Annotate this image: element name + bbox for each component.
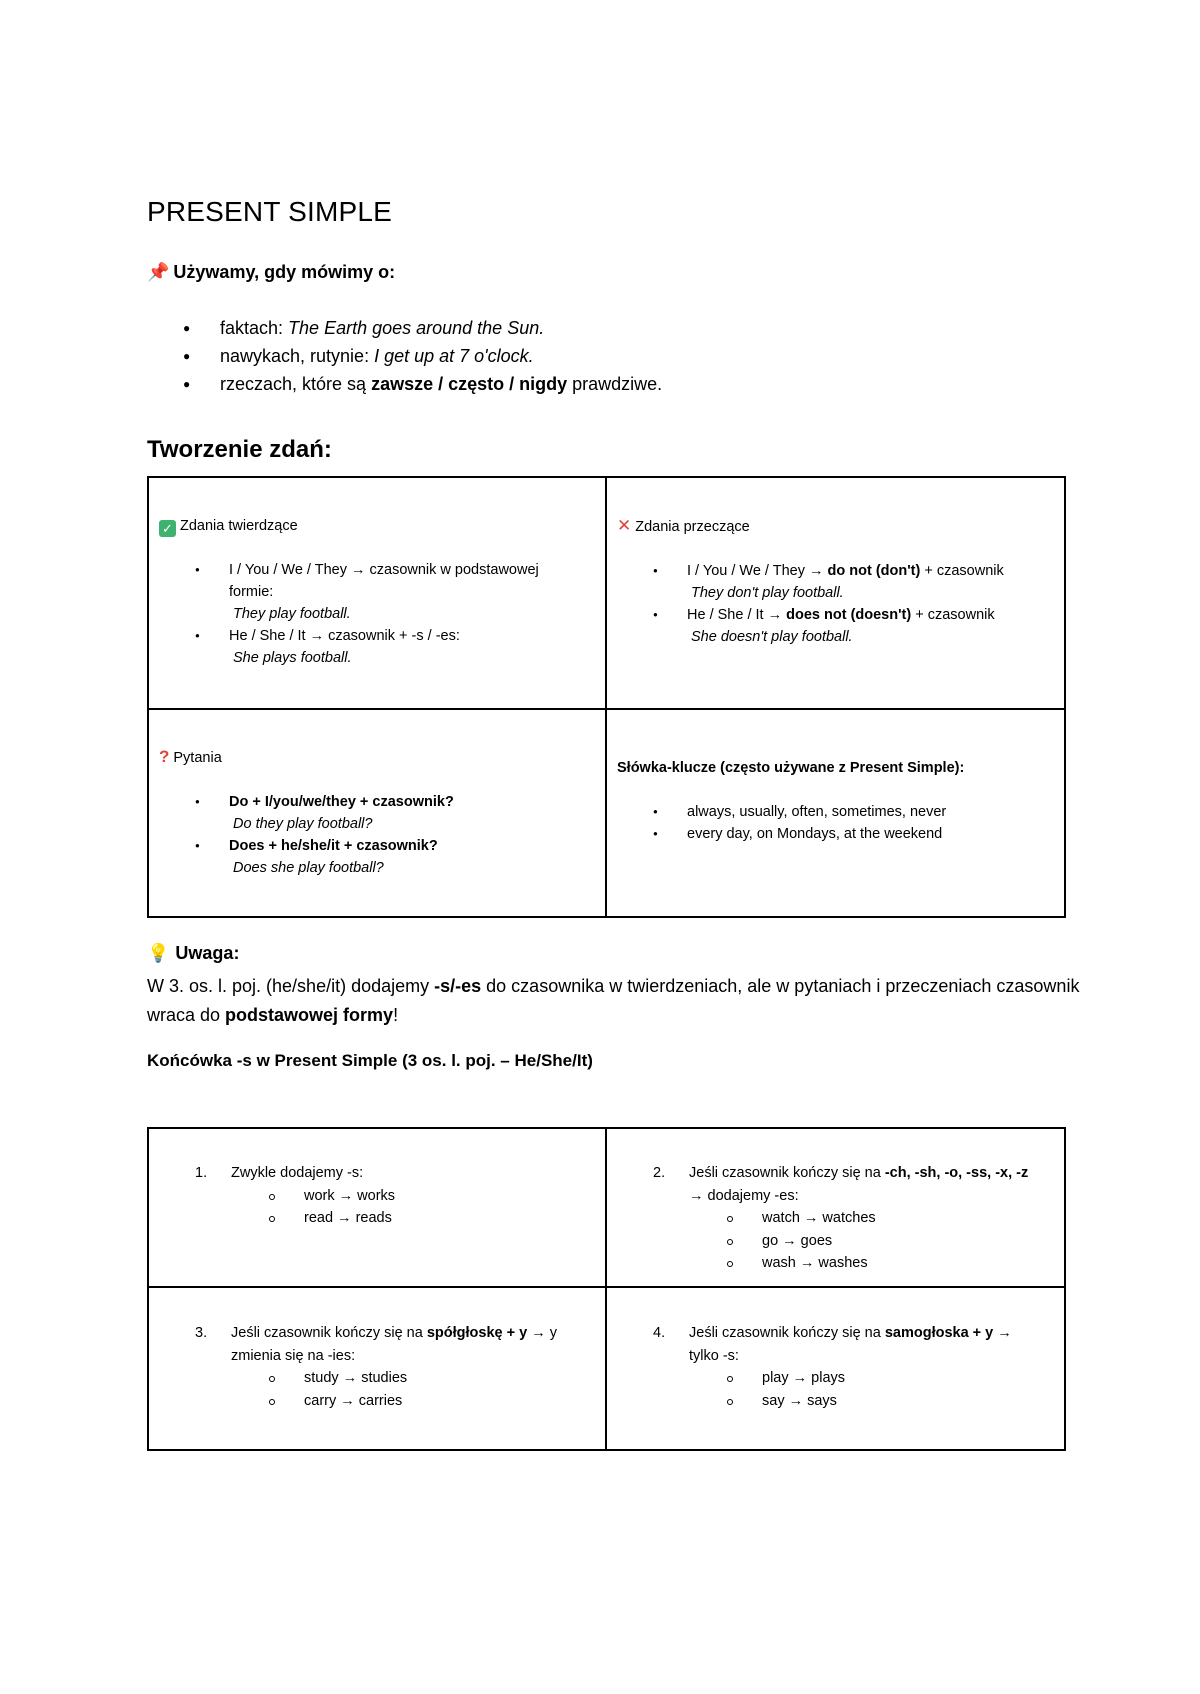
note-part: do czasownika w twierdzeniach, ale w pytaniach i przeczeniach czasownik wraca do	[147, 976, 1080, 1025]
rule-text: I / You / We / They →	[687, 563, 828, 579]
list-item	[149, 559, 569, 625]
example-text: They don't play football.	[691, 585, 844, 601]
question-icon: ?	[159, 747, 170, 766]
rule-bold: does not (doesn't)	[786, 607, 912, 623]
list-item: play → plays	[607, 1367, 1044, 1390]
example-text: Do they play football?	[233, 816, 373, 832]
usage-example: I get up at 7 o'clock.	[374, 346, 534, 366]
list-item: wash → washes	[607, 1252, 1046, 1275]
list-item: say → says	[607, 1390, 1044, 1413]
rule-cell-3	[148, 1287, 606, 1450]
note-part: W 3. os. l. poj. (he/she/it) dodajemy	[147, 976, 435, 996]
list-item	[147, 314, 662, 342]
list-item: read → reads	[149, 1207, 605, 1230]
rule-text: Jeśli czasownik kończy się na	[689, 1165, 885, 1181]
rule-item	[149, 1322, 585, 1412]
rule-text-after: → y zmienia się na -ies:	[231, 1325, 557, 1364]
note-part: !	[393, 1005, 399, 1025]
negative-title	[617, 515, 1064, 538]
list-item	[149, 625, 569, 669]
questions-title	[159, 746, 605, 769]
note-bold: podstawowej formy	[225, 1005, 394, 1025]
rule-text: I / You / We / They → czasownik w podstawowej formie:	[229, 562, 539, 600]
pushpin-icon: 📌	[147, 262, 170, 282]
rule-text: He / She / It →	[687, 607, 787, 623]
keywords-title: Słówka-klucze (często używane z Present Simple):	[617, 760, 965, 776]
rule-text: He / She / It → czasownik + -s / -es:	[229, 628, 460, 644]
rule-number: 3.	[195, 1325, 208, 1341]
usage-text: nawykach, rutynie:	[220, 346, 375, 366]
page-title: PRESENT SIMPLE	[147, 196, 393, 227]
affirmative-cell	[148, 477, 606, 709]
usage-text: rzeczach, które są	[220, 374, 372, 394]
example-text: She doesn't play football.	[691, 629, 853, 645]
endings-heading: Końcówka -s w Present Simple (3 os. l. poj. – He/She/It)	[147, 1051, 593, 1070]
cross-icon: ✕	[617, 516, 632, 535]
usage-text-after: prawdziwe.	[567, 374, 663, 394]
list-item: carry → carries	[149, 1390, 585, 1413]
rule-bold: Do + I/you/we/they + czasownik?	[229, 794, 454, 810]
rule-bold: -ch, -sh, -o, -ss, -x, -z	[884, 1165, 1029, 1181]
intro-heading	[147, 262, 395, 283]
list-item: go → goes	[607, 1230, 1046, 1253]
list-item: study → studies	[149, 1367, 585, 1390]
forming-table	[147, 476, 1066, 918]
example-text: She plays football.	[233, 650, 352, 666]
usage-list	[147, 314, 662, 398]
check-icon: ✓	[159, 520, 176, 537]
list-item	[149, 791, 605, 835]
usage-text: faktach:	[220, 318, 289, 338]
endings-table	[147, 1127, 1066, 1451]
rule-number: 4.	[653, 1325, 666, 1341]
usage-example: The Earth goes around the Sun.	[288, 318, 545, 338]
rule-bold: do not (don't)	[827, 563, 921, 579]
rule-cell-4	[606, 1287, 1065, 1450]
list-item: watch → watches	[607, 1207, 1046, 1230]
rule-bold: spółgłoskę + y	[426, 1325, 528, 1341]
rule-text: Jeśli czasownik kończy się na	[231, 1325, 427, 1341]
rule-bold: samogłoska + y	[884, 1325, 994, 1341]
rule-text: Jeśli czasownik kończy się na	[689, 1325, 885, 1341]
rule-text-after: → tylko -s:	[689, 1325, 1012, 1364]
rule-text-after: + czasownik	[911, 607, 995, 623]
affirmative-title	[159, 515, 605, 537]
example-text: They play football.	[233, 606, 351, 622]
note-heading	[147, 943, 239, 964]
negative-title-text: Zdania przeczące	[635, 519, 750, 535]
rule-cell-2	[606, 1128, 1065, 1287]
list-item	[147, 370, 662, 398]
usage-bold: zawsze / często / nigdy	[371, 374, 568, 394]
questions-cell	[148, 709, 606, 917]
rule-item	[149, 1162, 605, 1230]
rule-number: 2.	[653, 1165, 666, 1181]
list-item: ● always, usually, often, sometimes, never	[607, 801, 1064, 823]
list-item	[149, 835, 605, 879]
note-text	[147, 972, 1087, 1030]
rule-cell-1	[148, 1128, 606, 1287]
rule-bold: Does + he/she/it + czasownik?	[229, 838, 438, 854]
rule-text-after: → dodajemy -es:	[689, 1187, 799, 1204]
list-item: ● every day, on Mondays, at the weekend	[607, 823, 1064, 845]
intro-text: Używamy, gdy mówimy o:	[173, 262, 396, 282]
note-bold: -s/-es	[434, 976, 482, 996]
keywords-cell	[606, 709, 1065, 917]
rule-text: Zwykle dodajemy -s:	[231, 1165, 364, 1181]
list-item	[607, 604, 1064, 648]
note-title: Uwaga:	[175, 943, 240, 963]
rule-text-after: + czasownik	[920, 563, 1004, 579]
rule-item	[607, 1322, 1044, 1412]
negative-cell	[606, 477, 1065, 709]
rule-number: 1.	[195, 1165, 208, 1181]
questions-title-text: Pytania	[173, 750, 222, 766]
list-item: work → works	[149, 1185, 605, 1208]
lightbulb-icon: 💡	[147, 943, 170, 963]
rule-item	[607, 1162, 1046, 1275]
list-item	[607, 560, 1064, 604]
affirmative-title-text: Zdania twierdzące	[180, 518, 298, 534]
example-text: Does she play football?	[233, 860, 384, 876]
forming-heading: Tworzenie zdań:	[147, 436, 332, 463]
list-item	[147, 342, 662, 370]
